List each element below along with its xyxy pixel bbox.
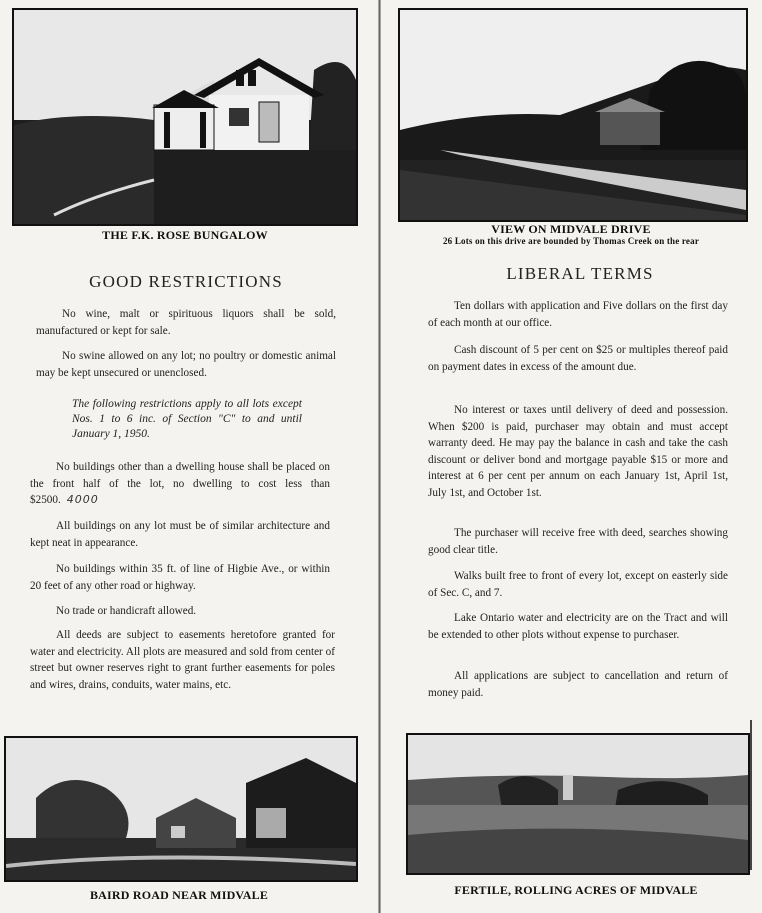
terms-title: The purchaser will receive free with deed, searches showing good clear title. <box>428 527 728 556</box>
fertile-acres-caption: FERTILE, ROLLING ACRES OF MIDVALE <box>454 883 698 897</box>
restriction-animals: No swine allowed on any lot; no poultry or domestic animal may be kept unsecured or unenclosed. <box>36 350 336 379</box>
terms-heading: LIBERAL TERMS <box>506 264 654 283</box>
terms-cancellation: All applications are subject to cancellation and return of money paid. <box>428 670 728 699</box>
restriction-trade: No trade or handicraft allowed. <box>56 605 197 617</box>
bungalow-caption: THE F.K. ROSE BUNGALOW <box>102 228 268 242</box>
restriction-setback: No buildings within 35 ft. of line of Higbie Ave., or within 20 feet of any other road or highway. <box>30 563 330 592</box>
terms-utilities: Lake Ontario water and electricity are on the Tract and will be extended to other plots without expense to purchaser. <box>428 612 728 641</box>
handwritten-amount: 4000 <box>66 493 99 506</box>
page-fold <box>378 0 381 913</box>
restriction-liquor: No wine, malt or spirituous liquors shall be sold, manufactured or kept for sale. <box>36 308 336 337</box>
terms-interest-deed: No interest or taxes until delivery of deed and possession. When $200 is paid, purchaser may obtain and must accept warranty deed. He may pay the balance in cash and take the cash discount or deliver bond and mortgage payable $15 or more and interest at 6 per cent per annum on each January 1st, April 1st, July 1st, and October 1st. <box>428 404 728 499</box>
terms-cash-discount: Cash discount of 5 per cent on $25 or multiples thereof paid on payment dates in excess of the amount due. <box>428 344 728 373</box>
terms-payment: Ten dollars with application and Five dollars on the first day of each month at our office. <box>428 300 728 329</box>
restriction-dwelling-text: No buildings other than a dwelling house shall be placed on the front half of the lot, no dwelling to cost less than $2500. <box>30 461 330 506</box>
restrictions-heading: GOOD RESTRICTIONS <box>89 272 283 291</box>
midvale-drive-photo <box>398 8 748 222</box>
page-edge <box>750 720 752 870</box>
midvale-drive-subcaption: 26 Lots on this drive are bounded by Thomas Creek on the rear <box>442 236 700 246</box>
baird-road-photo <box>4 736 358 882</box>
terms-walks: Walks built free to front of every lot, except on easterly side of Sec. C, and 7. <box>428 570 728 599</box>
restriction-easements: All deeds are subject to easements heretofore granted for water and electricity. All plots are measured and sold from center of street but owner reserves right to grant further easements for poles and wires, drains, conduits, water mains, etc. <box>30 629 335 691</box>
restriction-dwelling <box>30 459 330 509</box>
baird-road-caption: BAIRD ROAD NEAR MIDVALE <box>89 888 269 902</box>
restriction-architecture: All buildings on any lot must be of similar architecture and kept neat in appearance. <box>30 520 330 549</box>
midvale-drive-caption: VIEW ON MIDVALE DRIVE <box>491 222 651 236</box>
restriction-exception-note: The following restrictions apply to all lots except Nos. 1 to 6 inc. of Section "C" to and until January 1, 1950. <box>72 398 302 440</box>
fertile-acres-photo <box>406 733 750 875</box>
bungalow-photo <box>12 8 358 226</box>
